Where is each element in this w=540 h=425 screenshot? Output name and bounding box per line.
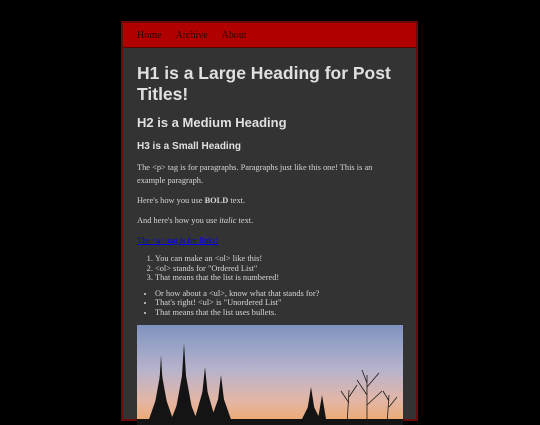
- heading-h3: H3 is a Small Heading: [137, 141, 241, 152]
- italic-prefix: And here's how you use: [137, 216, 220, 225]
- ordered-list-item: 2. <ol> stands for "Ordered List": [155, 264, 402, 274]
- paragraph-text: The <p> tag is for paragraphs. Paragraphs just like this one! This is an example paragraph.: [137, 163, 373, 185]
- heading-h2: H2 is a Medium Heading: [137, 115, 287, 130]
- post-content: [123, 48, 416, 425]
- unordered-list-item: • That's right! <ul> is "Unordered List": [155, 298, 402, 308]
- page-container: [121, 21, 418, 421]
- heading-h1: H1 is a Large Heading for Post Titles!: [137, 63, 391, 104]
- unordered-list: [137, 289, 402, 318]
- nav-link-about[interactable]: About: [221, 29, 247, 41]
- italic-example: [137, 214, 402, 227]
- bold-suffix: text.: [228, 196, 246, 205]
- nav-link-home[interactable]: Home: [137, 29, 162, 41]
- link-paragraph: [137, 234, 402, 247]
- bold-word: BOLD: [204, 196, 229, 205]
- italic-word: italic: [219, 216, 237, 225]
- nav-link-archive[interactable]: Archive: [175, 29, 208, 41]
- unordered-list-item: • Or how about a <ul>, know what that stands for?: [155, 289, 402, 299]
- italic-suffix: text.: [236, 216, 254, 225]
- ordered-list-item: 1. You can make an <ol> like this!: [155, 254, 402, 264]
- navbar: [123, 23, 416, 48]
- bold-prefix: Here's how you use: [137, 196, 205, 205]
- unordered-list-item: • That means that the list uses bullets.: [155, 308, 402, 318]
- ordered-list-item: 3. That means that the list is numbered!: [155, 273, 402, 283]
- ordered-list: [137, 254, 402, 283]
- example-link[interactable]: The <a> tag is for links!: [137, 236, 219, 245]
- bold-example: [137, 194, 402, 207]
- sunset-trees-photo: [137, 325, 403, 425]
